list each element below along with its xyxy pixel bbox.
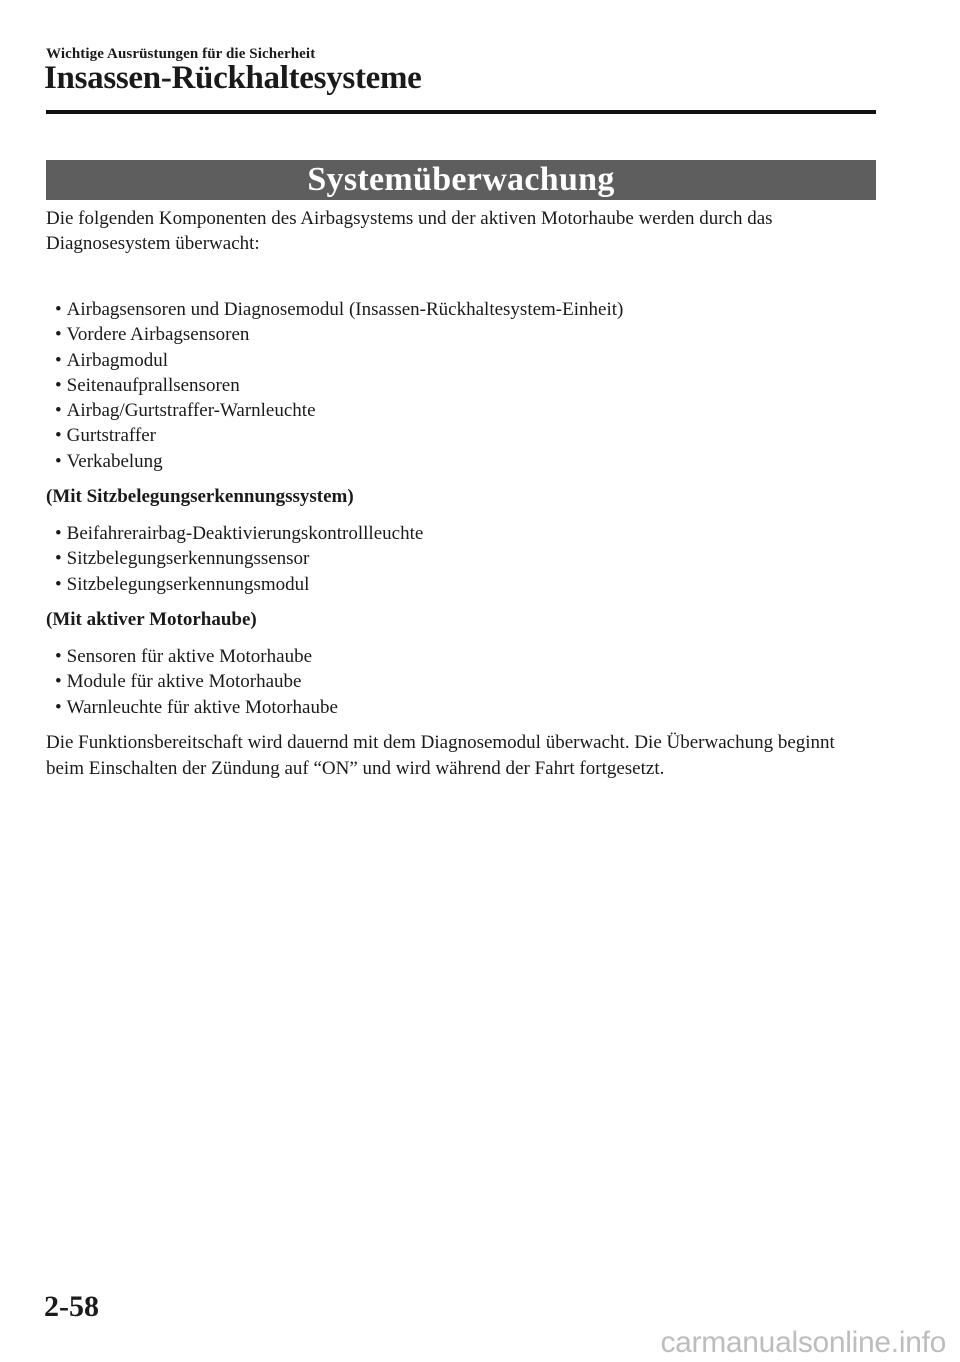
hood-group-heading-text: Mit aktiver Motorhaube <box>52 608 251 630</box>
list-item: • Sitzbelegungserkennungssensor <box>55 546 876 571</box>
list-item: • Module für aktive Motorhaube <box>55 669 876 694</box>
occupant-group-heading: (Mit Sitzbelegungserkennungssystem) <box>46 486 354 508</box>
occupant-group-heading-text: Mit Sitzbelegungserkennungssystem <box>52 486 348 508</box>
main-content <box>46 206 876 782</box>
list-item: • Warnleuchte für aktive Motorhaube <box>55 695 876 720</box>
list-item: • Beifahrerairbag-Deaktivierungskontrollleuchte <box>55 521 876 546</box>
list-item: • Sitzbelegungserkennungsmodul <box>55 572 876 597</box>
occupant-components-list <box>46 521 876 597</box>
list-item: • Airbag/Gurtstraffer-Warnleuchte <box>55 398 876 423</box>
list-item: • Vordere Airbagsensoren <box>55 322 876 347</box>
subsection-title: Systemüberwachung <box>307 161 615 198</box>
monitored-components-list <box>46 297 876 474</box>
list-item: • Airbagsensoren und Diagnosemodul (Insassen-Rückhaltesystem-Einheit) <box>55 297 876 322</box>
list-item: • Sensoren für aktive Motorhaube <box>55 644 876 669</box>
watermark: carmanualsonline.info <box>660 1326 946 1359</box>
list-item: • Gurtstraffer <box>55 423 876 448</box>
page-title: Insassen-Rückhaltesysteme <box>44 60 422 96</box>
list-item: • Seitenaufprallsensoren <box>55 373 876 398</box>
title-divider <box>46 110 876 114</box>
list-item: • Airbagmodul <box>55 348 876 373</box>
hood-components-list <box>46 644 876 720</box>
closing-paragraph: Die Funktionsbereitschaft wird dauernd mit dem Diagnosemodul überwacht. Die Überwachung beginnt beim Einschalten der Zündung auf “ON” und wird während der Fahrt fortgesetzt. <box>46 731 835 779</box>
intro-paragraph: Die folgenden Komponenten des Airbagsystems und der aktiven Motorhaube werden durch das Diagnosesystem überwacht: <box>46 208 773 254</box>
list-item: • Verkabelung <box>55 449 876 474</box>
chapter-label: Wichtige Ausrüstungen für die Sicherheit <box>46 46 316 62</box>
hood-group-heading: (Mit aktiver Motorhaube) <box>46 608 257 630</box>
subsection-header-bar <box>46 160 876 200</box>
page-number: 2-58 <box>44 1290 99 1323</box>
